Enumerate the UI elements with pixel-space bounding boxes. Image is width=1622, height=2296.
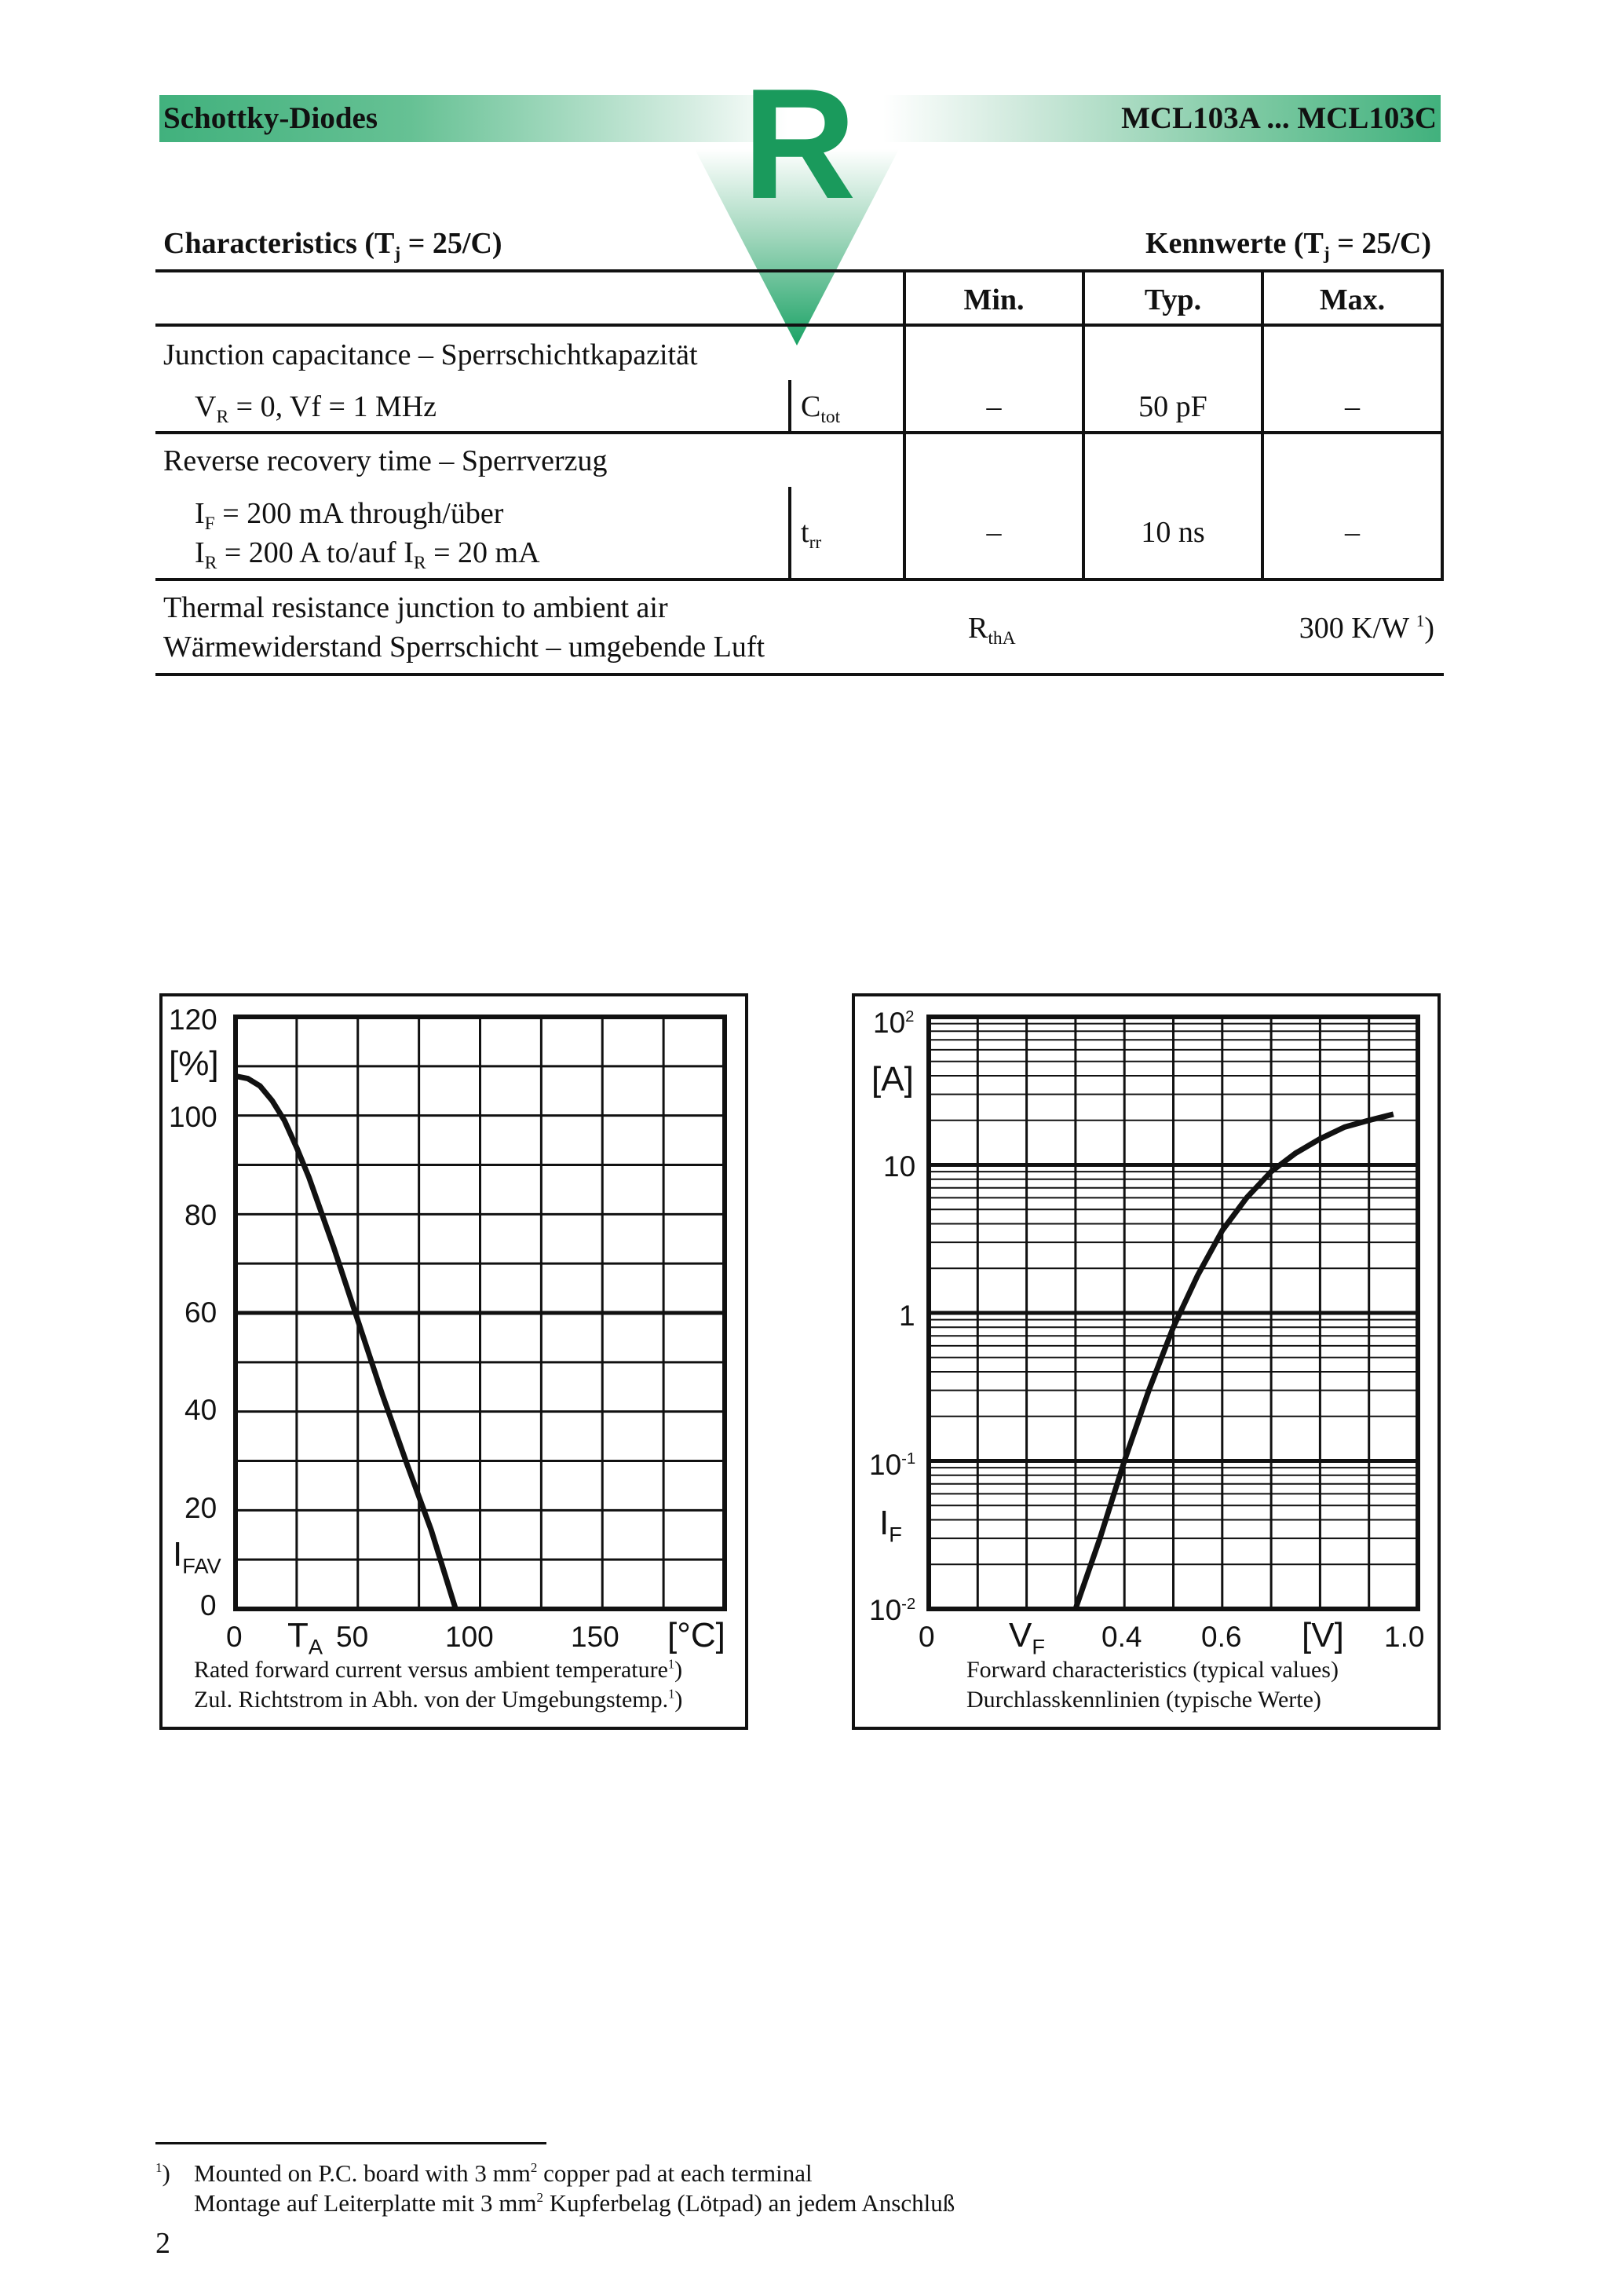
row-label-reverse-recovery: Reverse recovery time – Sperrverzug: [163, 444, 608, 477]
chart2-xlabel: $V_F$: [1009, 1616, 1046, 1659]
chart2-y-unit: [A]: [871, 1060, 914, 1099]
characteristics-title-de: Kennwerte $(T_j = 25/C)$: [1145, 227, 1431, 265]
value-min-ctot: –: [986, 390, 1002, 423]
footnote-mark: $^1$): [155, 2159, 170, 2187]
chart2-x-unit: [V]: [1302, 1616, 1344, 1654]
chart2-caption-de: Durchlasskennlinien (typische Werte): [966, 1687, 1321, 1713]
chart-forward-plot: [926, 1015, 1420, 1611]
header-right-title: MCL103A ... MCL103C: [1121, 101, 1437, 135]
characteristics-title-en: Characteristics $(T_j = 25/C)$: [163, 227, 502, 265]
row-label-thermal-resistance-en: Thermal resistance junction to ambient air: [163, 591, 668, 624]
col-header-min: Min.: [963, 283, 1025, 316]
chart1-y-unit: [%]: [169, 1044, 219, 1083]
chart2-ytick-1: 1: [899, 1300, 915, 1332]
chart2-ytick-0-1: $10^{-1}$: [869, 1449, 916, 1481]
chart2-caption-en: Forward characteristics (typical values): [966, 1657, 1339, 1683]
footnote-line-en: Mounted on P.C. board with 3 $mm^2$ copper pad at each terminal: [194, 2159, 813, 2187]
value-rtha: 300 K/W $^1$): [1299, 611, 1434, 645]
table-rule-top: [155, 269, 1444, 272]
row-symbol-rtha: $R_{thA}$: [968, 612, 1016, 649]
chart2-ytick-100: $10^2$: [873, 1007, 915, 1039]
value-typ-trr: 10 ns: [1141, 516, 1205, 549]
chart1-xlabel: $T_A$: [287, 1616, 323, 1659]
chart2-ylabel: $I_F$: [879, 1504, 902, 1547]
symbol-divider-2: [788, 487, 791, 579]
chart2-ytick-0-01: $10^{-2}$: [869, 1594, 916, 1626]
chart1-ylabel: $I_{FAV}$: [173, 1535, 221, 1578]
footnote-rule: [155, 2142, 546, 2144]
table-rule-row1: [155, 431, 1444, 434]
chart1-ytick-40: 40: [184, 1394, 217, 1426]
chart1-ytick-120: 120: [169, 1004, 217, 1036]
chart1-series-line: [236, 1076, 455, 1609]
chart2-xtick-0: 0: [919, 1621, 935, 1653]
chart1-ytick-60: 60: [184, 1296, 217, 1329]
table-rule-header: [155, 324, 1444, 327]
chart2-xtick-1-0: 1.0: [1384, 1621, 1425, 1653]
row-condition-reverse-recovery-2: $I_R = 200$ A to/auf $I_R = 20$ mA: [195, 536, 540, 574]
value-min-trr: –: [986, 516, 1002, 549]
chart2-xtick-0-6: 0.6: [1201, 1621, 1242, 1653]
row-symbol-trr: $t_{rr}$: [801, 516, 822, 554]
value-max-trr: –: [1345, 516, 1360, 549]
row-symbol-ctot: $C_{tot}$: [801, 390, 841, 428]
value-typ-ctot: 50 pF: [1138, 390, 1207, 423]
footnote-line-de: Montage auf Leiterplatte mit 3 $mm^2$ Kupferbelag (Lötpad) an jedem Anschluß: [194, 2189, 955, 2217]
chart1-ytick-0: 0: [200, 1589, 217, 1621]
header-left-title: Schottky-Diodes: [163, 101, 378, 135]
chart1-xtick-0: 0: [226, 1621, 243, 1653]
chart1-xtick-150: 150: [571, 1621, 619, 1653]
row-condition-reverse-recovery-1: $I_F = 200$ mA through/über: [195, 497, 504, 535]
row-label-junction-capacitance: Junction capacitance – Sperrschichtkapazität: [163, 338, 698, 371]
chart1-x-unit: [°C]: [667, 1616, 725, 1654]
table-rule-bottom: [155, 673, 1444, 676]
col-header-typ: Typ.: [1144, 283, 1202, 316]
chart1-caption-de: Zul. Richtstrom in Abh. von der Umgebungstemp.$^1$): [194, 1686, 683, 1713]
chart2-xtick-0-4: 0.4: [1101, 1621, 1142, 1653]
table-rule-row2: [155, 578, 1444, 581]
chart1-xtick-100: 100: [445, 1621, 494, 1653]
table-vline-right: [1441, 269, 1444, 579]
page-number: 2: [155, 2227, 170, 2260]
chart1-ytick-20: 20: [184, 1492, 217, 1524]
chart1-ytick-80: 80: [184, 1199, 217, 1231]
value-max-ctot: –: [1345, 390, 1360, 423]
chart2-ytick-10: 10: [883, 1150, 916, 1183]
symbol-divider-1: [788, 380, 791, 432]
chart1-xtick-50: 50: [336, 1621, 369, 1653]
chart-derating-plot: [233, 1015, 727, 1611]
logo-letter: R: [743, 57, 857, 232]
chart1-caption-en: Rated forward current versus ambient temperature$^1$): [194, 1656, 683, 1683]
row-label-thermal-resistance-de: Wärmewiderstand Sperrschicht – umgebende Luft: [163, 631, 765, 664]
chart1-ytick-100: 100: [169, 1101, 217, 1133]
row-condition-junction-capacitance: $V_R = 0$, Vf = 1 MHz: [195, 390, 437, 428]
col-header-max: Max.: [1319, 283, 1386, 316]
